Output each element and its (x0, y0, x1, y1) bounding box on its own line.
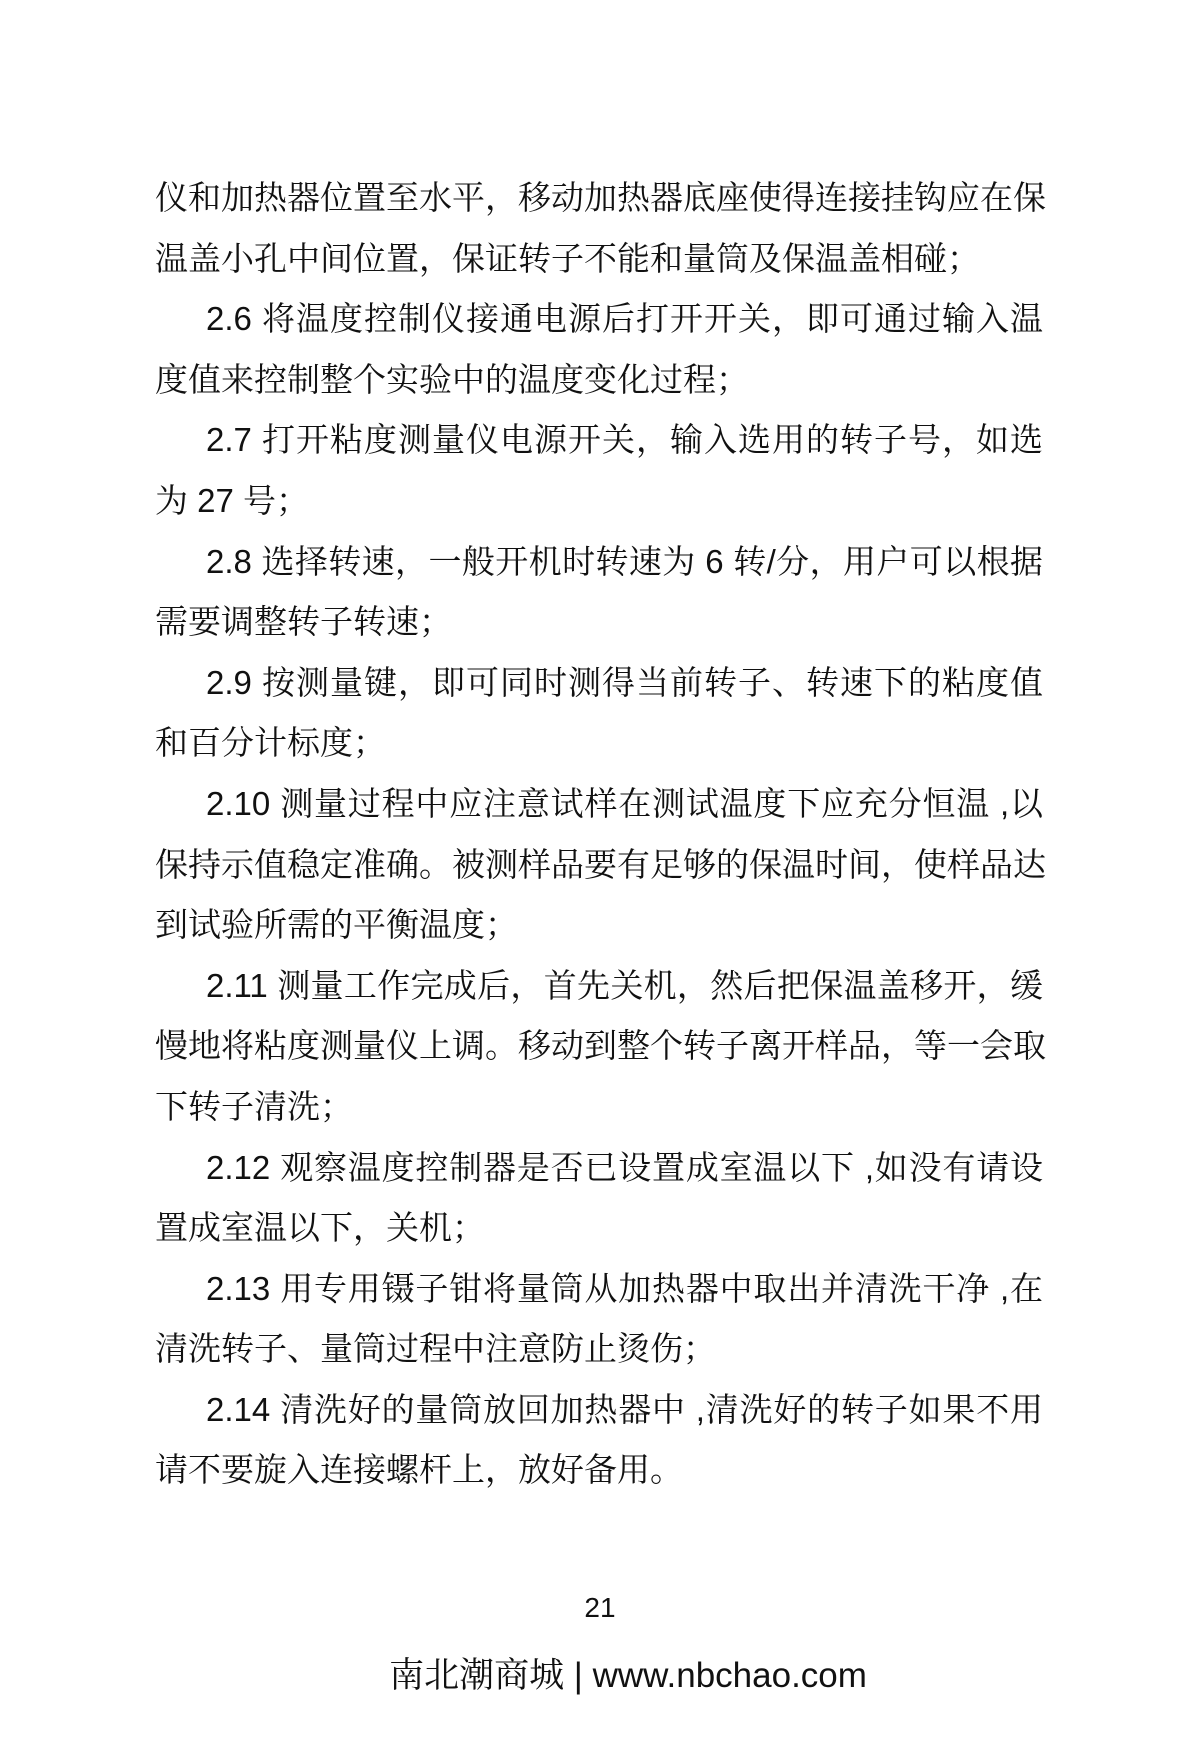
text-line: 2.13 用专用镊子钳将量筒从加热器中取出并清洗干净 ,在 (206, 1269, 1043, 1307)
text-line: 2.6 将温度控制仪接通电源后打开开关，即可通过输入温 (206, 300, 1043, 338)
text-line: 度值来控制整个实验中的温度变化过程； (155, 360, 749, 398)
text-line: 2.11 测量工作完成后，首先关机，然后把保温盖移开，缓 (206, 966, 1043, 1004)
text-line: 清洗转子、量筒过程中注意防止烫伤； (155, 1330, 716, 1368)
text-line: 2.12 观察温度控制器是否已设置成室温以下 ,如没有请设 (206, 1148, 1043, 1186)
text-line: 需要调整转子转速； (155, 603, 452, 641)
text-line: 温盖小孔中间位置，保证转子不能和量筒及保温盖相碰； (155, 239, 980, 277)
text-line: 慢地将粘度测量仪上调。移动到整个转子离开样品，等一会取 (155, 1027, 1046, 1065)
text-line: 保持示值稳定准确。被测样品要有足够的保温时间，使样品达 (155, 845, 1046, 883)
page-number: 21 (584, 1592, 616, 1623)
text-line: 仪和加热器位置至水平，移动加热器底座使得连接挂钩应在保 (155, 179, 1046, 216)
text-line: 和百分计标度； (155, 724, 386, 762)
text-line: 到试验所需的平衡温度； (155, 906, 518, 944)
text-line: 下转子清洗； (155, 1087, 353, 1125)
text-line: 2.9 按测量键，即可同时测得当前转子、转速下的粘度值 (206, 663, 1043, 701)
site-footer-text: 南北潮商城 | www.nbchao.com (389, 1656, 867, 1695)
text-line: 2.14 清洗好的量筒放回加热器中 ,清洗好的转子如果不用 (206, 1390, 1043, 1428)
text-line: 2.7 打开粘度测量仪电源开关，输入选用的转子号，如选 (206, 421, 1043, 459)
text-line: 为 27 号； (155, 481, 310, 519)
text-line: 置成室温以下，关机； (155, 1209, 485, 1247)
text-line: 2.10 测量过程中应注意试样在测试温度下应充分恒温 ,以 (206, 784, 1043, 822)
text-line: 2.8 选择转速，一般开机时转速为 6 转/分，用户可以根据 (206, 542, 1043, 580)
text-line: 请不要旋入连接螺杆上，放好备用。 (155, 1451, 683, 1489)
text-block (155, 168, 1046, 1501)
